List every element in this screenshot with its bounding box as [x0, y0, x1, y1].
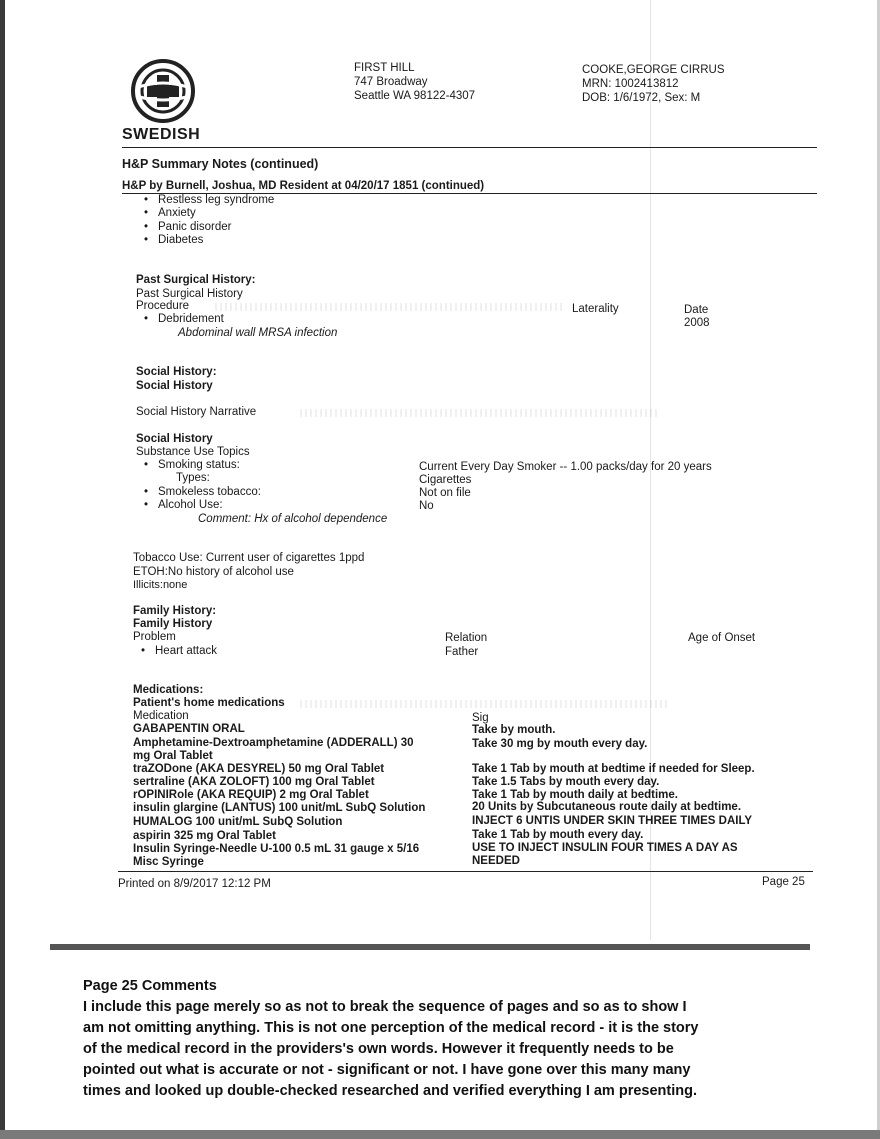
med-name: GABAPENTIN ORAL [133, 723, 245, 735]
med-name: insulin glargine (LANTUS) 100 unit/mL SubQ Solution [133, 802, 426, 814]
section-title: H&P Summary Notes (continued) [122, 157, 319, 171]
med-sig: NEEDED [472, 855, 520, 867]
family-heading: Family History: [133, 605, 217, 617]
etoh-note: ETOH:No history of alcohol use [133, 566, 294, 578]
brand-name: SWEDISH [122, 126, 201, 143]
family-col-problem: Problem [133, 631, 176, 643]
family-col-relation: Relation [445, 632, 488, 644]
med-name: Misc Syringe [133, 856, 204, 868]
med-sig: Take 1 Tab by mouth every day. [472, 829, 644, 841]
med-sig: Take 1 Tab by mouth daily at bedtime. [472, 789, 678, 801]
header-rule [122, 147, 817, 148]
social-narrative: Social History Narrative [136, 406, 257, 418]
surgical-subheading: Past Surgical History [136, 288, 243, 300]
comment-line: times and looked up double-checked researched and verified everything I am presenting. [83, 1083, 698, 1099]
medications-heading: Medications: [133, 684, 204, 696]
footer-rule [118, 871, 813, 872]
comment-line: pointed out what is accurate or not - significant or not. I have gone over this many many [83, 1062, 691, 1078]
surgical-date: 2008 [684, 317, 710, 329]
scan-edge [0, 0, 5, 1139]
med-name: mg Oral Tablet [133, 750, 213, 762]
social-heading: Social History: [136, 366, 217, 378]
comment-line: I include this page merely so as not to break the sequence of pages and so as to show I [83, 999, 687, 1015]
scan-smudge [300, 409, 660, 417]
problem-item: • Restless leg syndrome [144, 194, 274, 208]
med-sig: 20 Units by Subcutaneous route daily at bedtime. [472, 801, 742, 813]
social-subheading: Social History [136, 380, 213, 392]
smokeless-label: • Smokeless tobacco: [144, 486, 261, 500]
alcohol-label: • Alcohol Use: [144, 499, 223, 513]
surgical-col-procedure: Procedure [136, 300, 190, 312]
med-sig: Take 30 mg by mouth every day. [472, 738, 648, 750]
alcohol-value: No [419, 500, 434, 512]
surgical-col-date: Date [684, 304, 709, 316]
med-sig: Take by mouth. [472, 724, 556, 736]
bottom-scan-edge [0, 1130, 880, 1139]
tobacco-use: Tobacco Use: Current user of cigarettes 1ppd [133, 552, 365, 564]
med-name: sertraline (AKA ZOLOFT) 100 mg Oral Tablet [133, 776, 375, 788]
smokeless-value: Not on file [419, 487, 471, 499]
med-sig: USE TO INJECT INSULIN FOUR TIMES A DAY AS [472, 842, 738, 854]
comment-line: am not omitting anything. This is not one perception of the medical record - it is the story [83, 1020, 699, 1036]
scan-smudge [300, 700, 670, 708]
page-number: Page 25 [762, 876, 805, 888]
med-col-medication: Medication [133, 710, 189, 722]
family-col-onset: Age of Onset [688, 632, 756, 644]
family-subheading: Family History [133, 618, 213, 630]
smoking-status-value: Current Every Day Smoker -- 1.00 packs/day for 20 years [419, 461, 712, 473]
smoking-types-value: Cigarettes [419, 474, 472, 486]
med-name: HUMALOG 100 unit/mL SubQ Solution [133, 816, 343, 828]
med-name: Insulin Syringe-Needle U-100 0.5 mL 31 gauge x 5/16 [133, 843, 420, 855]
facility-street: 747 Broadway [354, 76, 428, 88]
med-sig: INJECT 6 UNTIS UNDER SKIN THREE TIMES DAILY [472, 815, 753, 827]
patient-mrn: MRN: 1002413812 [582, 78, 679, 90]
surgical-item: • Debridement [144, 313, 224, 327]
facility-name: FIRST HILL [354, 62, 415, 74]
patient-name: COOKE,GEORGE CIRRUS [582, 64, 725, 76]
surgical-comment: Abdominal wall MRSA infection [178, 327, 338, 339]
med-sig: Take 1.5 Tabs by mouth every day. [472, 776, 660, 788]
smoking-types-label: Types: [176, 472, 210, 484]
facility-city: Seattle WA 98122-4307 [354, 90, 476, 102]
surgical-heading: Past Surgical History: [136, 274, 256, 286]
problem-item: • Diabetes [144, 234, 203, 248]
problem-item: • Panic disorder [144, 221, 232, 235]
note-byline: H&P by Burnell, Joshua, MD Resident at 04/20/17 1851 (continued) [122, 180, 485, 192]
alcohol-comment: Comment: Hx of alcohol dependence [198, 513, 388, 525]
smoking-status-label: • Smoking status: [144, 459, 240, 473]
swedish-logo-icon [130, 58, 196, 124]
page-divider [50, 944, 810, 950]
substance-use-topics: Substance Use Topics [136, 446, 250, 458]
social-subheading-2: Social History [136, 433, 213, 445]
comments-title: Page 25 Comments [83, 978, 217, 994]
med-name: aspirin 325 mg Oral Tablet [133, 830, 276, 842]
med-name: rOPINIRole (AKA REQUIP) 2 mg Oral Tablet [133, 789, 369, 801]
surgical-col-laterality: Laterality [572, 303, 619, 315]
scan-smudge [215, 303, 565, 311]
medications-subheading: Patient's home medications [133, 697, 285, 709]
family-problem: • Heart attack [141, 645, 217, 659]
patient-dob: DOB: 1/6/1972, Sex: M [582, 92, 701, 104]
printed-timestamp: Printed on 8/9/2017 12:12 PM [118, 878, 271, 890]
med-name: traZODone (AKA DESYREL) 50 mg Oral Tablet [133, 763, 385, 775]
med-col-sig: Sig [472, 712, 489, 724]
med-sig: Take 1 Tab by mouth at bedtime if needed for Sleep. [472, 763, 755, 775]
illicits-note: Illicits:none [133, 579, 188, 591]
comment-line: of the medical record in the providers's own words. However it frequently needs to be [83, 1041, 674, 1057]
med-name: Amphetamine-Dextroamphetamine (ADDERALL) 30 [133, 737, 414, 749]
family-relation: Father [445, 646, 479, 658]
problem-item: • Anxiety [144, 207, 196, 221]
